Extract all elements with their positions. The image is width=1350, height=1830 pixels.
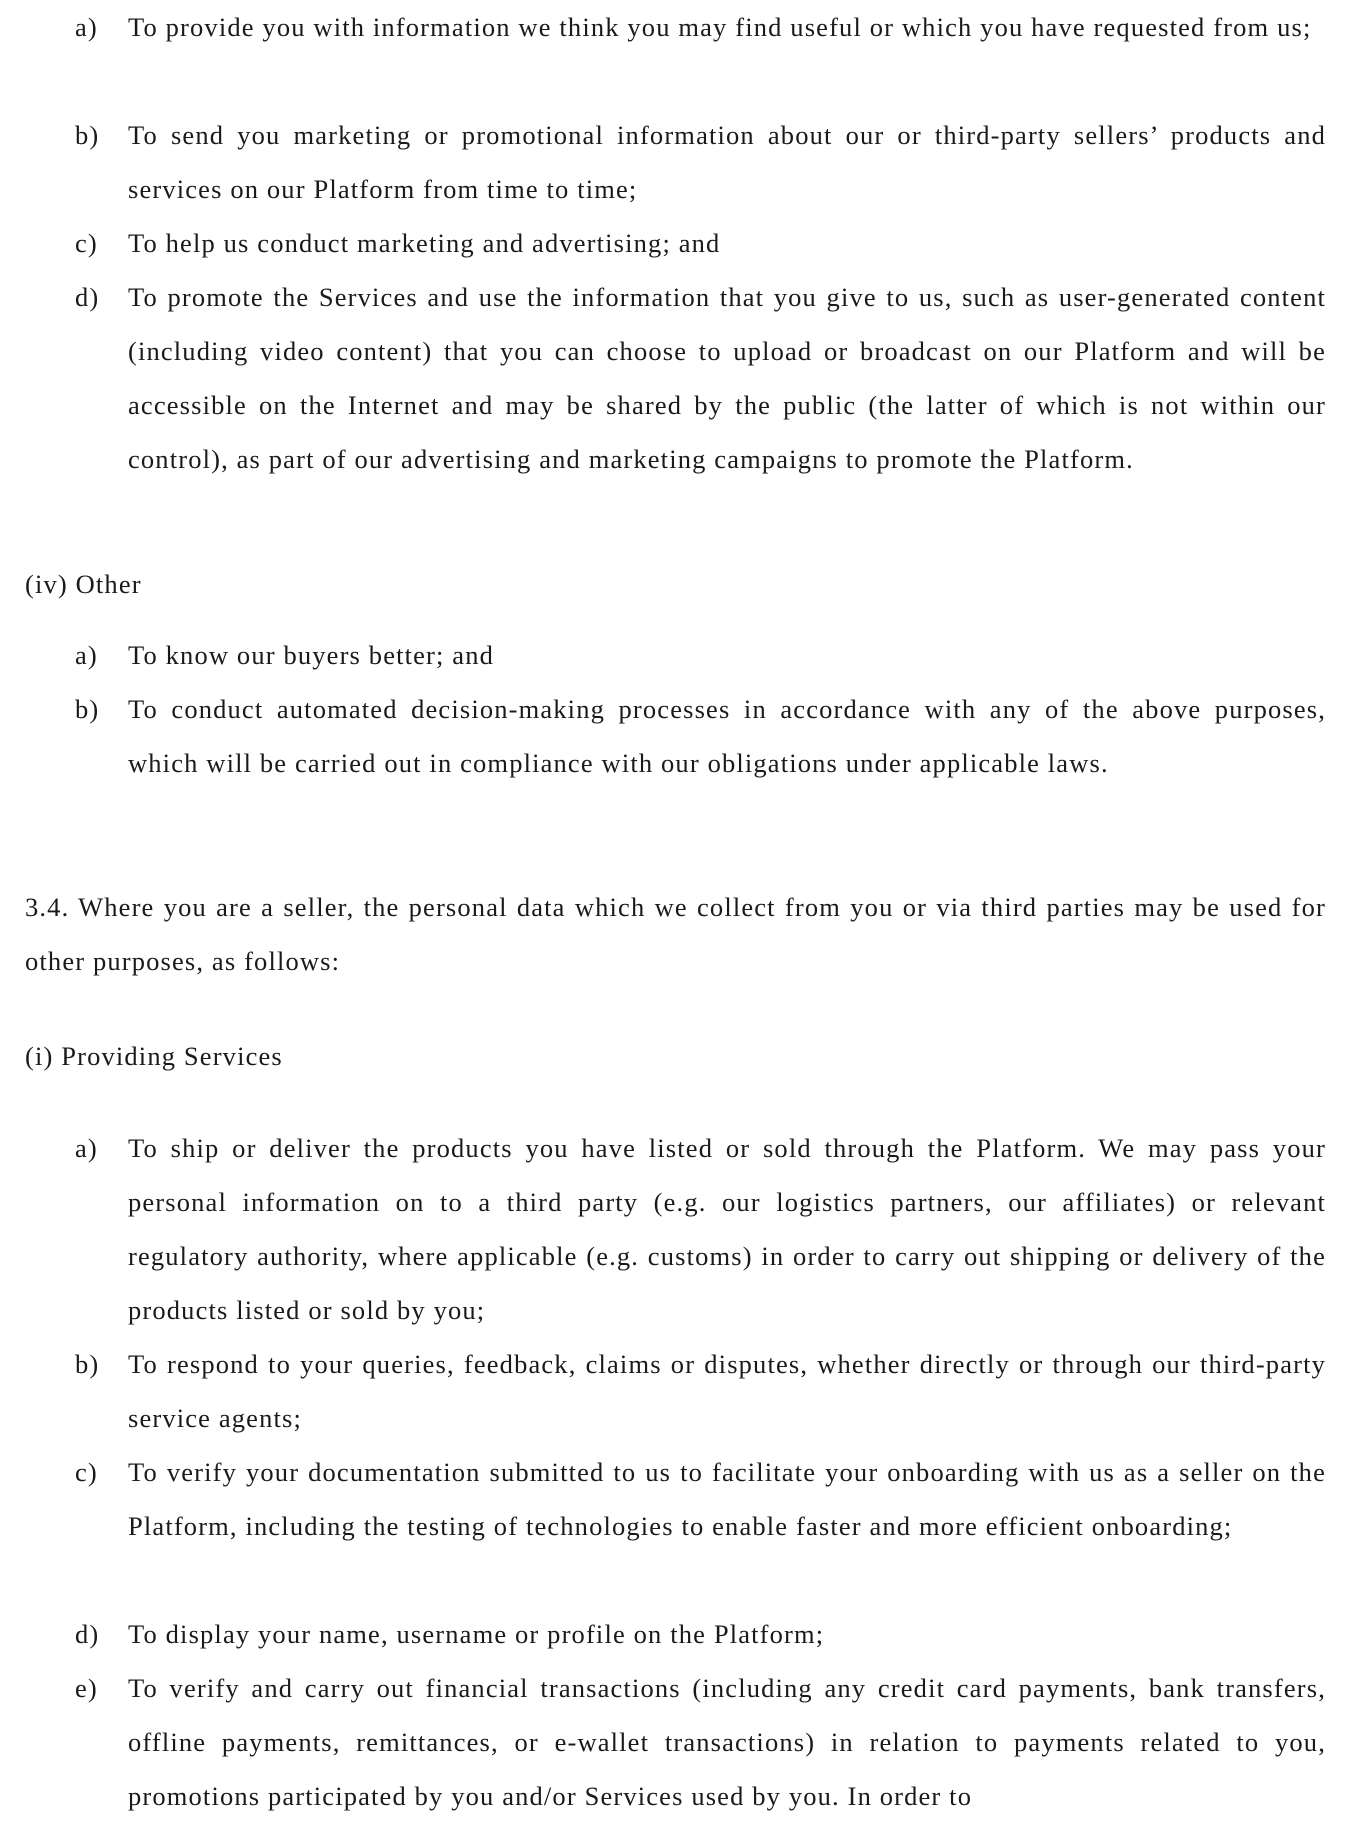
list-marker: c): [75, 228, 98, 258]
list-item: [75, 108, 1326, 216]
list-item: [75, 216, 1326, 270]
list-item: [75, 1337, 1326, 1445]
list-item: [75, 270, 1326, 486]
list-marker: b): [75, 1349, 100, 1379]
list-marker: a): [75, 640, 98, 670]
list-item-text: To display your name, username or profile on the Platform;: [128, 1619, 825, 1649]
list-item: [75, 682, 1326, 790]
list-marker: a): [75, 12, 98, 42]
list-item-text: To conduct automated decision-making processes in accordance with any of the above purposes, which will be carried out in compliance with our obligations under applicable laws.: [128, 694, 1326, 778]
list-item-text: To know our buyers better; and: [128, 640, 495, 670]
list-item-text: To send you marketing or promotional information about our or third-party sellers’ products and services on our Platform from time to time;: [128, 120, 1326, 204]
list-item: [75, 628, 1326, 682]
section-heading-providing-services: (i) Providing Services: [25, 1041, 283, 1071]
list-item-text: To help us conduct marketing and advertising; and: [128, 228, 721, 258]
list-item: [75, 1607, 1326, 1661]
list-item-text: To ship or deliver the products you have listed or sold through the Platform. We may pass your personal information on to a third party (e.g. our logistics partners, our affiliates) or relevant regulatory authority, where applicable (e.g. customs) in order to carry out shipping or delivery of the products listed or sold by you;: [128, 1133, 1326, 1325]
clause-3-4: 3.4. Where you are a seller, the personal data which we collect from you or via third parties may be used for other purposes, as follows:: [25, 892, 1326, 976]
list-marker: b): [75, 694, 100, 724]
list-item: [75, 1661, 1326, 1823]
list-item-text: To verify your documentation submitted to us to facilitate your onboarding with us as a seller on the Platform, including the testing of technologies to enable faster and more efficient onboarding;: [128, 1457, 1326, 1541]
list-marker: a): [75, 1133, 98, 1163]
list-item-text: To provide you with information we think you may find useful or which you have requested from us;: [128, 12, 1312, 42]
section-heading-other: (iv) Other: [25, 569, 142, 599]
list-marker: c): [75, 1457, 98, 1487]
list-item: [75, 0, 1326, 54]
list-item: [75, 1121, 1326, 1337]
list-marker: e): [75, 1673, 98, 1703]
list-marker: d): [75, 282, 100, 312]
list-item-text: To verify and carry out financial transactions (including any credit card payments, bank transfers, offline payments, remittances, or e-wallet transactions) in relation to payments related to you, promotions participated by you and/or Services used by you. In order to: [128, 1673, 1326, 1811]
list-item-text: To promote the Services and use the information that you give to us, such as user-generated content (including video content) that you can choose to upload or broadcast on our Platform and will be accessible on the Internet and may be shared by the public (the latter of which is not within our control), as part of our advertising and marketing campaigns to promote the Platform.: [128, 282, 1326, 474]
list-item-text: To respond to your queries, feedback, claims or disputes, whether directly or through our third-party service agents;: [128, 1349, 1326, 1433]
list-item: [75, 1445, 1326, 1553]
list-marker: b): [75, 120, 100, 150]
list-marker: d): [75, 1619, 100, 1649]
